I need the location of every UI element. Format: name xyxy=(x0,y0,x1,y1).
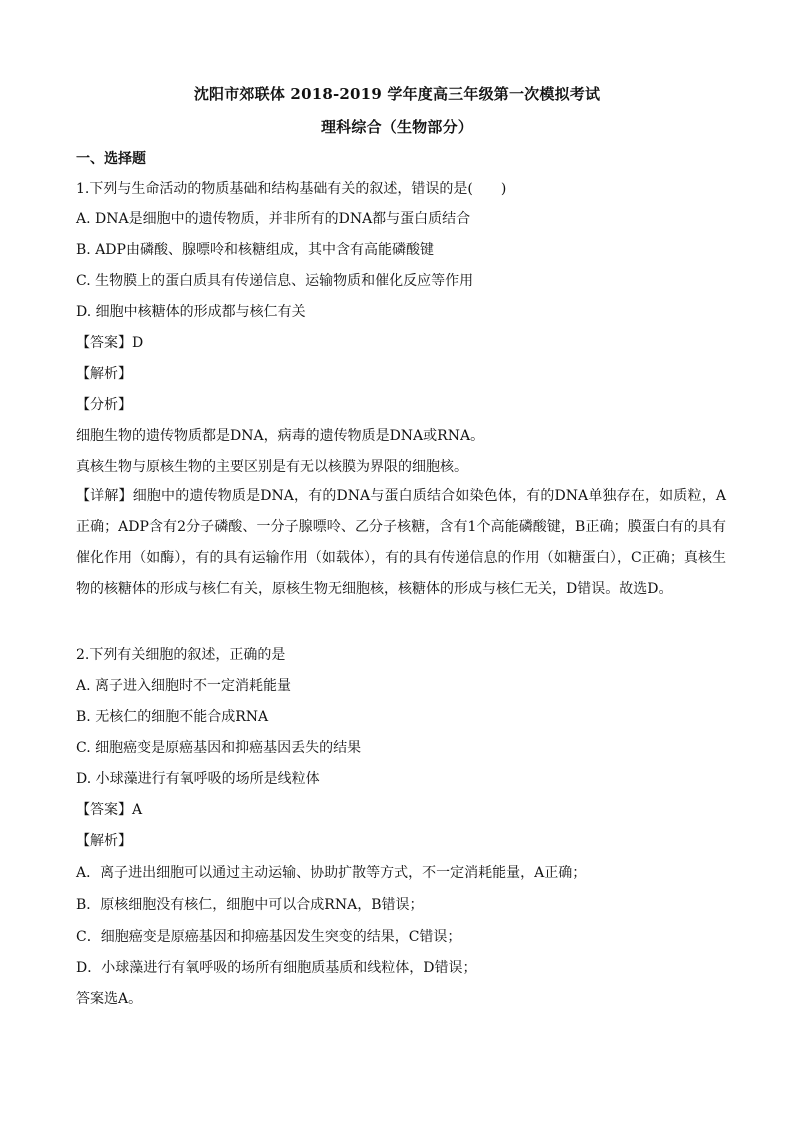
question-2-option-c: C. 细胞癌变是原癌基因和抑癌基因丢失的结果 xyxy=(76,740,362,756)
question-2-analysis-line: B．原核细胞没有核仁，细胞中可以合成RNA，B错误； xyxy=(76,897,424,913)
question-2-conclusion: 答案选A。 xyxy=(76,991,143,1007)
question-2-stem: 2.下列有关细胞的叙述，正确的是 xyxy=(76,647,286,663)
question-1-option-b: B. ADP由磷酸、腺嘌呤和核糖组成，其中含有高能磷酸键 xyxy=(76,242,434,258)
question-2-option-b: B. 无核仁的细胞不能合成RNA xyxy=(76,709,269,725)
question-1-option-c: C. 生物膜上的蛋白质具有传递信息、运输物质和催化反应等作用 xyxy=(76,273,474,289)
question-2-analysis-line: C．细胞癌变是原癌基因和抑癌基因发生突变的结果，C错误； xyxy=(76,929,462,945)
exam-subtitle: 理科综合（生物部分） xyxy=(320,118,473,136)
question-2-analysis-line: A．离子进出细胞可以通过主动运输、协助扩散等方式，不一定消耗能量，A正确； xyxy=(76,865,587,881)
question-1-fenxi-line: 细胞生物的遗传物质都是DNA，病毒的遗传物质是DNA或RNA。 xyxy=(76,428,485,444)
question-1-answer: 【答案】D xyxy=(76,335,144,351)
question-1-option-a: A. DNA是细胞中的遗传物质，并非所有的DNA都与蛋白质结合 xyxy=(76,211,471,227)
question-1-fenxi-label: 【分析】 xyxy=(76,397,132,413)
question-1-option-d: D. 细胞中核糖体的形成都与核仁有关 xyxy=(76,304,306,320)
question-1-detail: 【详解】细胞中的遗传物质是DNA，有的DNA与蛋白质结合如染色体，有的DNA单独存在，如质粒，A正确；ADP含有2分子磷酸、一分子腺嘌呤、乙分子核糖，含有1个高能磷酸键，B正确；膜蛋白有的具有催化作用（如酶），有的具有运输作用（如载体），有的具有传递信息的作用（如糖蛋白），C正确；真核生物的核糖体的形成与核仁有关，原核生物无细胞核，核糖体的形成与核仁无关，D错误。故选D。 xyxy=(76,488,726,597)
question-2-analysis-label: 【解析】 xyxy=(76,833,132,849)
question-2-analysis-line: D．小球藻进行有氧呼吸的场所有细胞质基质和线粒体，D错误； xyxy=(76,960,477,976)
question-2-option-a: A. 离子进入细胞时不一定消耗能量 xyxy=(76,678,292,694)
section-heading: 一、选择题 xyxy=(76,151,146,167)
question-1-fenxi-line: 真核生物与原核生物的主要区别是有无以核膜为界限的细胞核。 xyxy=(76,459,468,475)
question-2-answer: 【答案】A xyxy=(76,802,143,818)
question-1-stem: 1.下列与生命活动的物质基础和结构基础有关的叙述，错误的是( ) xyxy=(76,181,507,197)
question-1-analysis-label: 【解析】 xyxy=(76,366,132,382)
question-2-option-d: D. 小球藻进行有氧呼吸的场所是线粒体 xyxy=(76,771,320,787)
exam-title: 沈阳市郊联体 2018-2019 学年度高三年级第一次模拟考试 xyxy=(193,85,601,103)
